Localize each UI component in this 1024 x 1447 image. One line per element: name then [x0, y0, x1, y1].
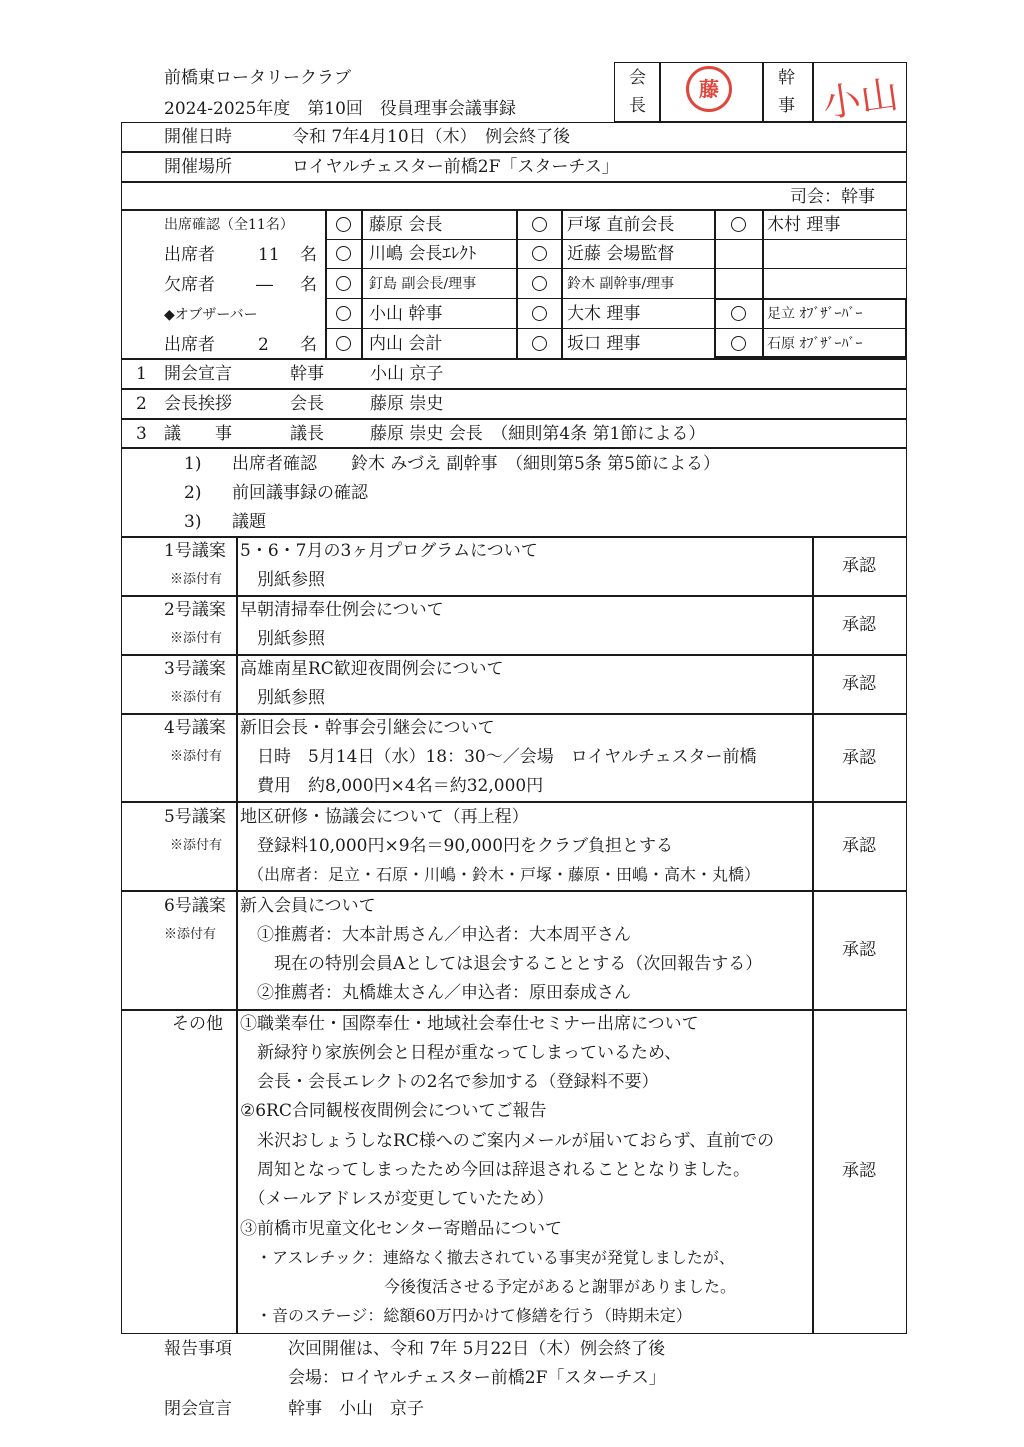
- motion-attachment: ※添付有: [170, 572, 223, 587]
- report-line-1: 次回開催は、令和 7年 5月22日（木）例会終了後: [288, 1339, 666, 1359]
- opening-label: 開会宣言: [164, 364, 232, 384]
- other-line: 米沢おしょうしなRC様へのご案内メールが届いておらず、直前での: [240, 1131, 775, 1151]
- closing-value: 幹事 小山 京子: [288, 1399, 424, 1419]
- greeting-num: 2: [136, 394, 147, 414]
- other-line: ・音のステージ：総額60万円かけて修繕を行う（時期未定）: [240, 1306, 692, 1325]
- motion-line: 地区研修・協議会について（再上程）: [240, 807, 529, 827]
- greeting-role: 会長: [290, 394, 324, 414]
- attend-mark: [731, 217, 746, 232]
- moderator: 司会：幹事: [790, 187, 875, 207]
- secretary-signature: 小山: [819, 71, 902, 127]
- report-line-2: 会場：ロイヤルチェスター前橋2F「スターチス」: [288, 1368, 666, 1388]
- observer-unit: 名: [300, 335, 317, 355]
- member-name: 釘島 副会長/理事: [369, 276, 477, 292]
- other-line: 会長・会長エレクトの2名で参加する（登録料不要）: [240, 1072, 659, 1092]
- sub3-num: 3): [184, 512, 202, 532]
- attend-mark: [532, 246, 547, 261]
- other-label: その他: [172, 1014, 223, 1034]
- other-line: （メールアドレスが変更していたため）: [240, 1189, 554, 1209]
- other-line: ①職業奉仕・国際奉仕・地域社会奉仕セミナー出席について: [240, 1014, 699, 1034]
- motion-line: 高雄南星RC歓迎夜間例会について: [240, 659, 504, 679]
- motion-result: 承認: [842, 748, 876, 768]
- sub2-num: 2): [184, 483, 202, 503]
- attend-mark: [336, 217, 351, 232]
- other-line: 新緑狩り家族例会と日程が重なってしまっているため、: [240, 1043, 682, 1063]
- motion-line: 別紙参照: [240, 629, 325, 649]
- other-result: 承認: [842, 1161, 876, 1181]
- present-count: 11: [258, 245, 280, 265]
- closing-label: 閉会宣言: [164, 1399, 232, 1419]
- other-line: ③前橋市児童文化センター寄贈品について: [240, 1219, 562, 1239]
- motion-line: 別紙参照: [240, 570, 325, 590]
- motion-attachment: ※添付有: [170, 631, 223, 646]
- observer-count: 2: [258, 335, 269, 355]
- place-label: 開催場所: [164, 157, 232, 177]
- sub1-text: 出席者確認 鈴木 みづえ 副幹事 （細則第5条 第5節による）: [232, 454, 721, 474]
- place-value: ロイヤルチェスター前橋2F「スターチス」: [292, 157, 619, 177]
- member-name: 石原 ｵﾌﾞｻﾞｰﾊﾞｰ: [767, 336, 863, 352]
- member-name: 木村 理事: [767, 215, 841, 235]
- motion-line: 5・6・7月の3ヶ月プログラムについて: [240, 541, 538, 561]
- member-name: 内山 会計: [369, 334, 443, 354]
- member-name: 川嶋 会長ｴﾚｸﾄ: [369, 244, 477, 264]
- approval-kan-a: 幹: [778, 68, 795, 88]
- motion-number: 5号議案: [164, 807, 226, 827]
- absent-unit: 名: [300, 275, 317, 295]
- report-label: 報告事項: [164, 1339, 232, 1359]
- sub2-text: 前回議事録の確認: [232, 483, 368, 503]
- motion-line: 新旧会長・幹事会引継会について: [240, 718, 495, 738]
- date-value: 令和 7年4月10日（木） 例会終了後: [292, 127, 571, 147]
- observer-label: ◆オブザーバー: [164, 307, 258, 323]
- other-line: ・アスレチック：連絡なく撤去されている事実が発覚しましたが、: [240, 1248, 735, 1267]
- attend-mark: [532, 217, 547, 232]
- motion-line: ②推薦者：丸橋雄太さん／申込者：原田泰成さん: [240, 983, 631, 1003]
- motion-number: 1号議案: [164, 541, 226, 561]
- document-title: 2024-2025年度 第10回 役員理事会議事録: [164, 99, 516, 119]
- attend-mark: [532, 336, 547, 351]
- opening-role: 幹事: [290, 364, 324, 384]
- attend-mark: [731, 306, 746, 321]
- motion-line: 登録料10,000円×9名＝90,000円をクラブ負担とする: [240, 836, 674, 856]
- motion-line: 早朝清掃奉仕例会について: [240, 600, 444, 620]
- opening-num: 1: [136, 364, 147, 384]
- motion-result: 承認: [842, 615, 876, 635]
- motion-line: 新入会員について: [240, 896, 376, 916]
- member-name: 大木 理事: [567, 304, 641, 324]
- motion-result: 承認: [842, 556, 876, 576]
- motion-number: 6号議案: [164, 896, 226, 916]
- observer-present-label: 出席者: [164, 335, 215, 355]
- motion-result: 承認: [842, 940, 876, 960]
- attend-mark: [532, 276, 547, 291]
- attend-mark: [336, 246, 351, 261]
- motion-number: 4号議案: [164, 718, 226, 738]
- attend-mark: [336, 336, 351, 351]
- member-name: 坂口 理事: [567, 334, 641, 354]
- proceedings-num: 3: [136, 424, 147, 444]
- motion-line: ①推薦者：大本計馬さん／申込者：大本周平さん: [240, 925, 631, 945]
- motion-result: 承認: [842, 674, 876, 694]
- absent-count: ―: [256, 275, 273, 295]
- approval-kai-a: 会: [629, 68, 646, 88]
- member-name: 藤原 会長: [369, 215, 443, 235]
- motion-line: 日時 5月14日（水）18：30～／会場 ロイヤルチェスター前橋: [240, 747, 757, 767]
- present-label: 出席者: [164, 245, 215, 265]
- approval-kan-b: 事: [778, 96, 795, 116]
- motion-attachment: ※添付有: [164, 927, 217, 942]
- proceedings-label: 議 事: [164, 424, 232, 444]
- motion-number: 2号議案: [164, 600, 226, 620]
- other-line: ②6RC合同観桜夜間例会についてご報告: [240, 1101, 547, 1121]
- present-unit: 名: [300, 245, 317, 265]
- attend-mark: [336, 276, 351, 291]
- motion-attachment: ※添付有: [170, 838, 223, 853]
- absent-label: 欠席者: [164, 275, 215, 295]
- proceedings-role: 議長: [290, 424, 324, 444]
- attend-mark: [731, 336, 746, 351]
- greeting-name: 藤原 崇史: [370, 394, 444, 414]
- sub1-num: 1): [184, 454, 202, 474]
- proceedings-name: 藤原 崇史 会長 （細則第4条 第1節による）: [370, 424, 706, 444]
- opening-name: 小山 京子: [370, 364, 444, 384]
- motion-line: 別紙参照: [240, 688, 325, 708]
- motion-line: （出席者：足立・石原・川嶋・鈴木・戸塚・藤原・田嶋・高木・丸橋）: [240, 865, 761, 884]
- member-name: 足立 ｵﾌﾞｻﾞｰﾊﾞｰ: [767, 306, 863, 322]
- motion-attachment: ※添付有: [170, 690, 223, 705]
- member-name: 近藤 会場監督: [567, 244, 675, 264]
- motion-line: 現在の特別会員Aとしては退会することとする（次回報告する）: [240, 954, 763, 974]
- sub3-text: 議題: [232, 512, 266, 532]
- president-seal: 藤: [686, 66, 732, 112]
- motion-result: 承認: [842, 836, 876, 856]
- motion-line: 費用 約8,000円×4名＝約32,000円: [240, 776, 544, 796]
- member-name: 戸塚 直前会長: [567, 215, 675, 235]
- attendance-confirm-label: 出席確認（全11名）: [164, 217, 294, 233]
- other-line: 今後復活させる予定があると謝罪がありました。: [240, 1277, 737, 1296]
- club-name: 前橋東ロータリークラブ: [164, 68, 351, 88]
- other-line: 周知となってしまったため今回は辞退されることとなりました。: [240, 1160, 750, 1180]
- member-name: 小山 幹事: [369, 304, 443, 324]
- greeting-label: 会長挨拶: [164, 394, 232, 414]
- attend-mark: [336, 306, 351, 321]
- member-name: 鈴木 副幹事/理事: [567, 276, 675, 292]
- date-label: 開催日時: [164, 127, 232, 147]
- attend-mark: [532, 306, 547, 321]
- approval-kai-b: 長: [629, 96, 646, 116]
- motion-number: 3号議案: [164, 659, 226, 679]
- motion-attachment: ※添付有: [170, 749, 223, 764]
